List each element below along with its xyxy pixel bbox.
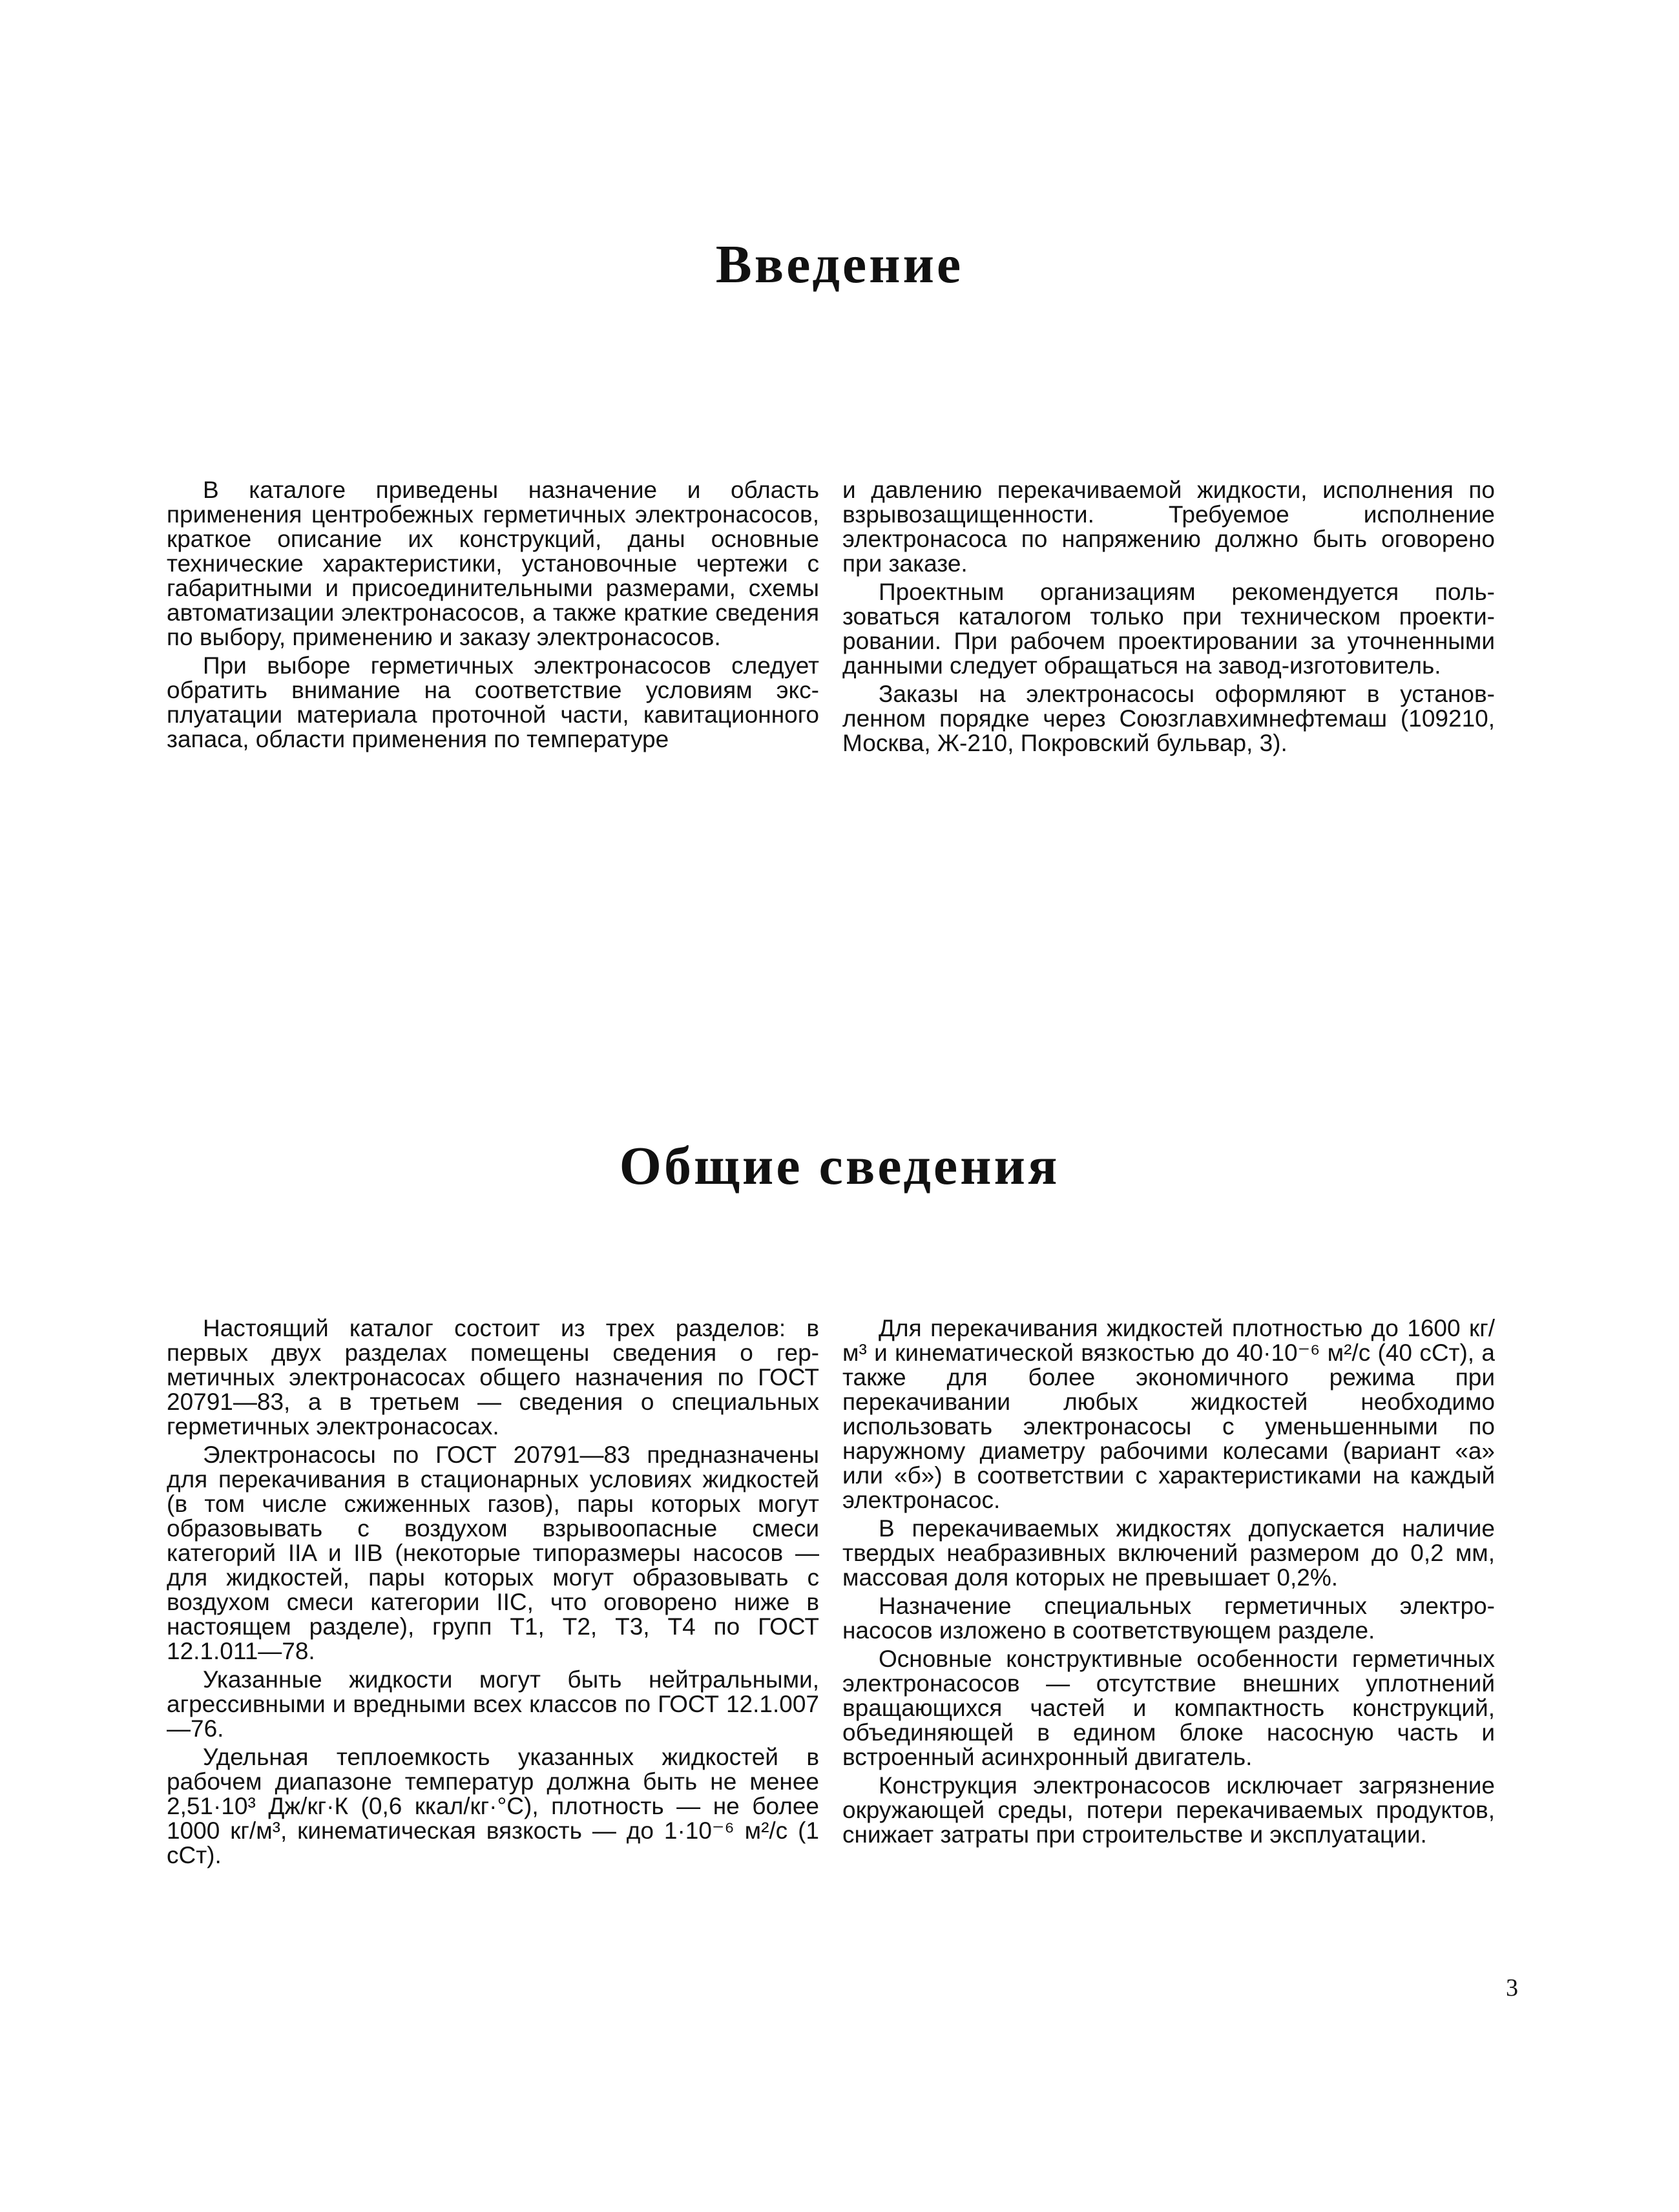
general-paragraph: Настоящий каталог состоит из трех разделов: в первых двух разделах помещены сведения о герметичных электронасосах общего назначения по ГОСТ 20791—83, а в третьем — сведения о специальных герметичных электронасосах. <box>167 1315 819 1440</box>
intro-left-column <box>167 478 819 756</box>
intro-heading: Введение <box>715 234 964 295</box>
page-number: 3 <box>1506 1974 1518 2001</box>
general-heading: Общие сведения <box>619 1136 1060 1196</box>
general-paragraph: Для перекачивания жидкостей плотностью до 1600 кг/м³ и кинематической вязкостью до 40·10⁻⁶ м²/с (40 сСт), а также для более экономичного режима при перекачивании любых жидкостей необходимо использовать электронасосы с уменьшенными по наружному диаметру рабочими колесами (вариант «а» или «б») в соответствии с характеристиками на каждый электронасос. <box>842 1315 1495 1513</box>
intro-paragraph: В каталоге приведены назначение и область применения центробежных герметичных электронасосов, краткое описание их конструкций, даны основные технические характеристики, установочные чертежи с габаритными и присоединительными размерами, схемы автоматизации электронасосов, а также краткие сведения по выбору, применению и заказу электронасосов. <box>167 477 819 650</box>
intro-paragraph-continued: и давлению перекачиваемой жидкости, исполнения по взрывозащищенности. Требуемое исполнение электронасоса по напряжению должно быть оговорено при заказе. <box>842 477 1495 577</box>
general-paragraph: В перекачиваемых жидкостях допускается наличие твердых неабразивных включений размером до 0,2 мм, массовая доля которых не превышает 0,2%. <box>842 1515 1495 1591</box>
general-paragraph: Основные конструктивные особенности герметичных электронасосов — отсутствие внешних уплотнений вращающихся частей и компактность конструкций, объединяющей в едином блоке насосную часть и встроенный асинхронный двигатель. <box>842 1646 1495 1770</box>
general-paragraph: Указанные жидкости могут быть нейтральными, агрессивными и вредными всех классов по ГОСТ 12.1.007—76. <box>167 1666 819 1742</box>
general-paragraph: Конструкция электронасосов исключает загрязнение окружающей среды, потери перекачиваемых продуктов, снижает затраты при строительстве и эксплуатации. <box>842 1772 1495 1848</box>
intro-paragraph: Заказы на электронасосы оформляют в установленном порядке через Союзглавхимнефтемаш (109210, Москва, Ж-210, Покровский бульвар, 3). <box>842 681 1495 756</box>
general-paragraph: Назначение специальных герметичных электронасосов изложено в соответствующем разделе. <box>842 1593 1495 1644</box>
general-right-column <box>842 1316 1495 1851</box>
intro-paragraph: Проектным организациям рекомендуется пользоваться каталогом только при техническом проектировании. При рабочем проектировании за уточненными данными следует обращаться на завод-изготовитель. <box>842 579 1495 679</box>
general-paragraph: Электронасосы по ГОСТ 20791—83 предназначены для перекачивания в стационарных условиях жидкостей (в том числе сжиженных газов), пары которых могут образовывать с воздухом взрывоопасные смеси категорий IIA и IIB (некоторые типоразмеры насосов — для жидкостей, пары которых могут образовывать с воздухом смеси категории IIC, что оговорено ниже в настоящем разделе), групп Т1, Т2, Т3, Т4 по ГОСТ 12.1.011—78. <box>167 1442 819 1664</box>
intro-paragraph: При выборе герметичных электронасосов следует обратить внимание на соответствие условиям эксплуатации материала проточной части, кавитационного запаса, области применения по температуре <box>167 652 819 752</box>
intro-right-column <box>842 478 1495 760</box>
general-paragraph: Удельная теплоемкость указанных жидкостей в рабочем диапазоне температур должна быть не менее 2,51·10³ Дж/кг·К (0,6 ккал/кг·°С), плотность — не более 1000 кг/м³, кинематическая вязкость — до 1·10⁻⁶ м²/с (1 сСт). <box>167 1744 819 1868</box>
general-left-column <box>167 1316 819 1872</box>
